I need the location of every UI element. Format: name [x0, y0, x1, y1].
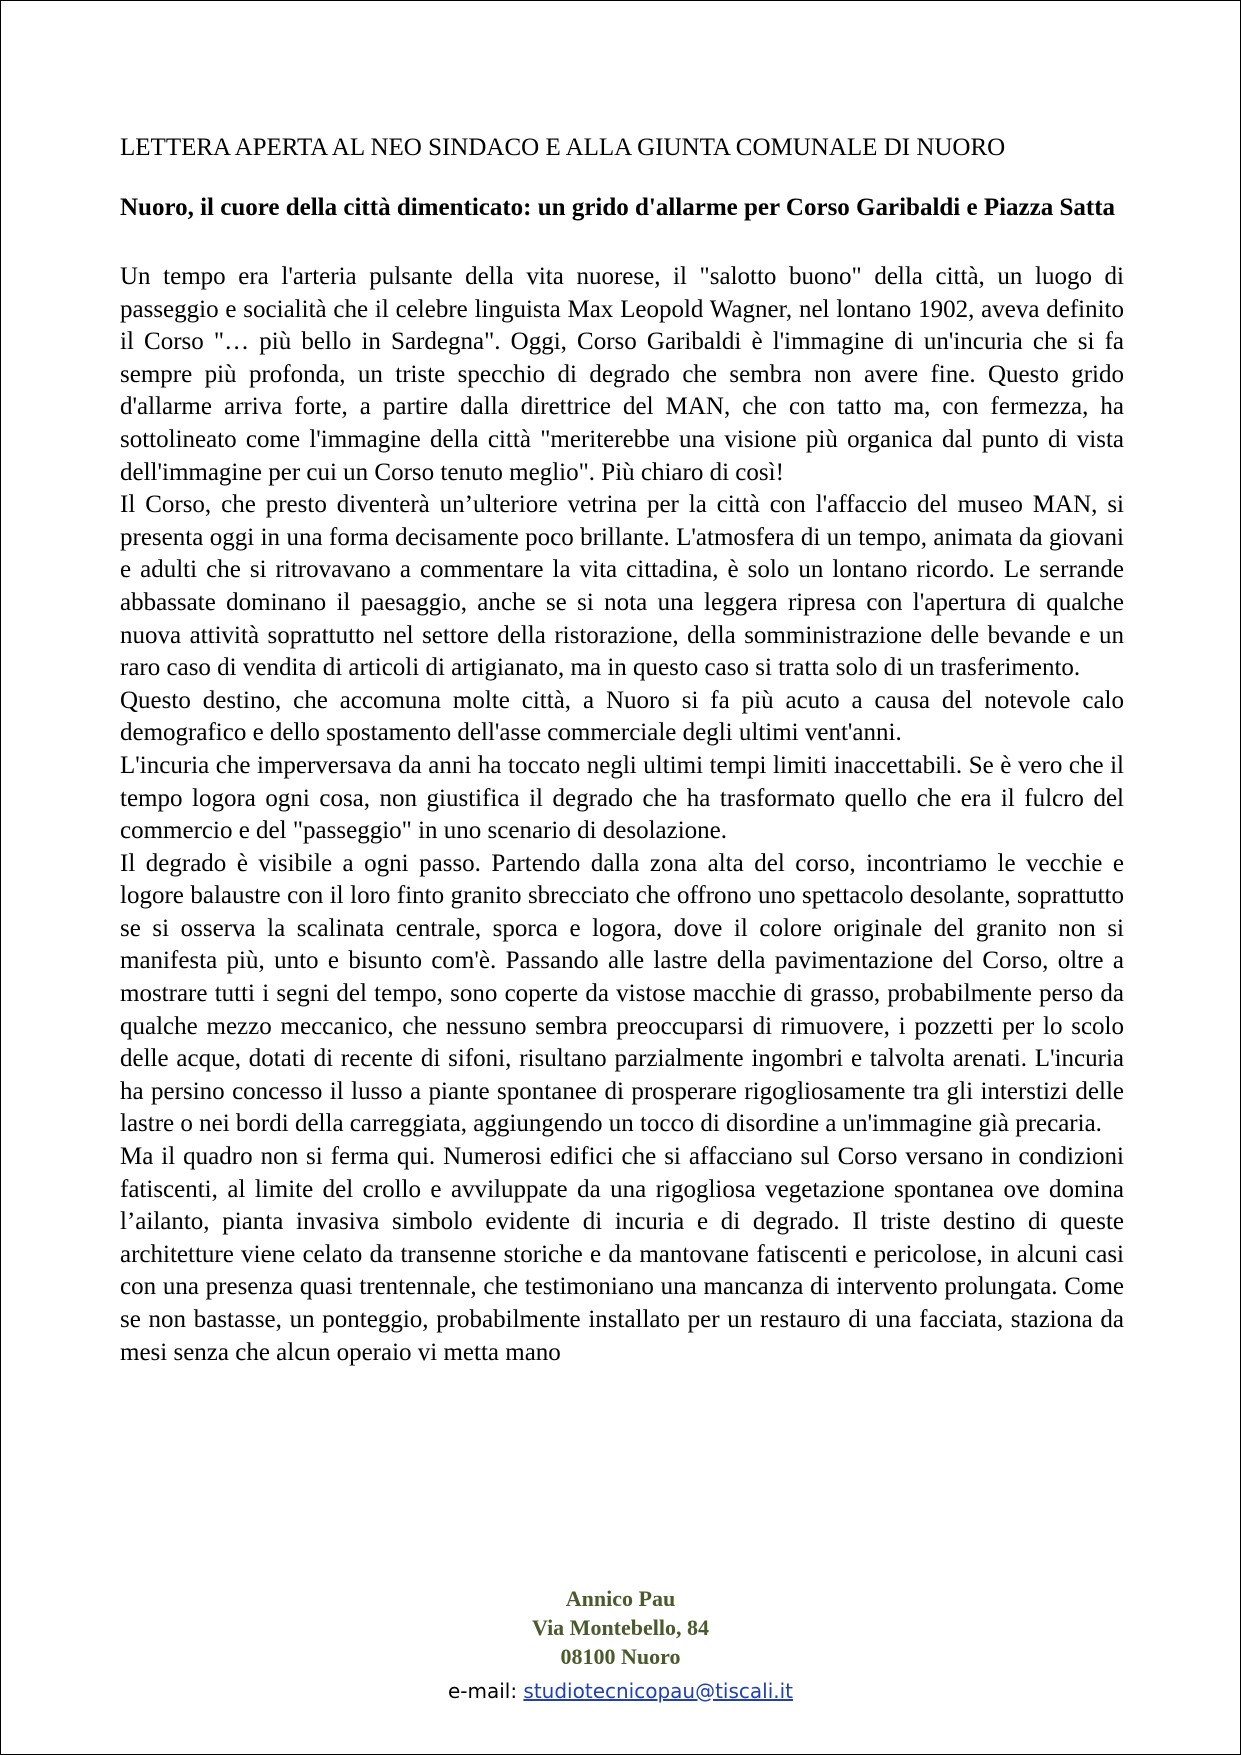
- sender-city: 08100 Nuoro: [560, 1644, 681, 1669]
- email-link[interactable]: studiotecnicopau@tiscali.it: [523, 1679, 794, 1703]
- letter-title: Nuoro, il cuore della città dimenticato: un grido d'allarme per Corso Garibaldi e Piazza Satta: [120, 194, 1116, 221]
- email-line: [1, 1677, 1240, 1705]
- paragraph: Questo destino, che accomuna molte città, a Nuoro si fa più acuto a causa del notevole calo demografico e dello spostamento dell'asse commerciale degli ultimi vent'anni.: [120, 686, 1124, 747]
- sender-name: Annico Pau: [565, 1586, 676, 1611]
- paragraph: Il degrado è visibile a ogni passo. Partendo dalla zona alta del corso, incontriamo le vecchie e logore balaustre con il loro finto granito sbrecciato che offrono uno spettacolo desolante, soprattutto se si osserva la scalinata centrale, sporca e logora, dove il colore originale del granito non si manifesta più, unto e bisunto com'è. Passando alle lastre della pavimentazione del Corso, oltre a mostrare tutti i segni del tempo, sono coperte da vistose macchie di grasso, probabilmente perso da qualche mezzo meccanico, che nessuno sembra preoccuparsi di rimuovere, i pozzetti per lo scolo delle acque, dotati di recente di sifoni, risultano parzialmente ingombri e talvolta arenati. L'incuria ha persino concesso il lusso a piante spontanee di prosperare rigogliosamente tra gli interstizi delle lastre o nei bordi della carreggiata, aggiungendo un tocco di disordine a un'immagine già precaria.: [120, 849, 1124, 1138]
- sender-footer: [1, 1584, 1240, 1705]
- paragraph: Il Corso, che presto diventerà un’ulteriore vetrina per la città con l'affaccio del museo MAN, si presenta oggi in una forma decisamente poco brillante. L'atmosfera di un tempo, animata da giovani e adulti che si ritrovavano a commentare la vita cittadina, è solo un lontano ricordo. Le serrande abbassate dominano il paesaggio, anche se si nota una leggera ripresa con l'apertura di qualche nuova attività soprattutto nel settore della ristorazione, della somministrazione delle bevande e un raro caso di vendita di articoli di artigianato, ma in questo caso si tratta solo di un trasferimento.: [120, 491, 1124, 682]
- letter-heading: LETTERA APERTA AL NEO SINDACO E ALLA GIUNTA COMUNALE DI NUORO: [120, 134, 1006, 161]
- paragraph: L'incuria che imperversava da anni ha toccato negli ultimi tempi limiti inaccettabili. Se è vero che il tempo logora ogni cosa, non giustifica il degrado che ha trasformato quello che era il fulcro del commercio e del "passeggio" in uno scenario di desolazione.: [120, 751, 1124, 845]
- letter-body: [120, 261, 1124, 1369]
- sender-street: Via Montebello, 84: [532, 1615, 709, 1640]
- paragraph: Ma il quadro non si ferma qui. Numerosi edifici che si affacciano sul Corso versano in condizioni fatiscenti, al limite del crollo e avviluppate da una rigogliosa vegetazione spontanea ove domina l’ailanto, pianta invasiva simbolo evidente di incuria e di degrado. Il triste destino di queste architetture viene celato da transenne storiche e da mantovane fatiscenti e pericolose, in alcuni casi con una presenza quasi trentennale, che testimoniano una mancanza di intervento prolungata. Come se non bastasse, un ponteggio, probabilmente installato per un restauro di una facciata, staziona da mesi senza che alcun operaio vi metta mano: [120, 1143, 1124, 1366]
- paragraph: Un tempo era l'arteria pulsante della vita nuorese, il "salotto buono" della città, un luogo di passeggio e socialità che il celebre linguista Max Leopold Wagner, nel lontano 1902, aveva definito il Corso "… più bello in Sardegna". Oggi, Corso Garibaldi è l'immagine di un'incuria che si fa sempre più profonda, un triste specchio di degrado che sembra non avere fine. Questo grido d'allarme arriva forte, a partire dalla direttrice del MAN, che con tatto ma, con fermezza, ha sottolineato come l'immagine della città "meriterebbe una visione più organica dal punto di vista dell'immagine per cui un Corso tenuto meglio". Più chiaro di così!: [120, 263, 1124, 486]
- letter-content: [120, 131, 1124, 1369]
- email-label: e-mail:: [447, 1679, 524, 1703]
